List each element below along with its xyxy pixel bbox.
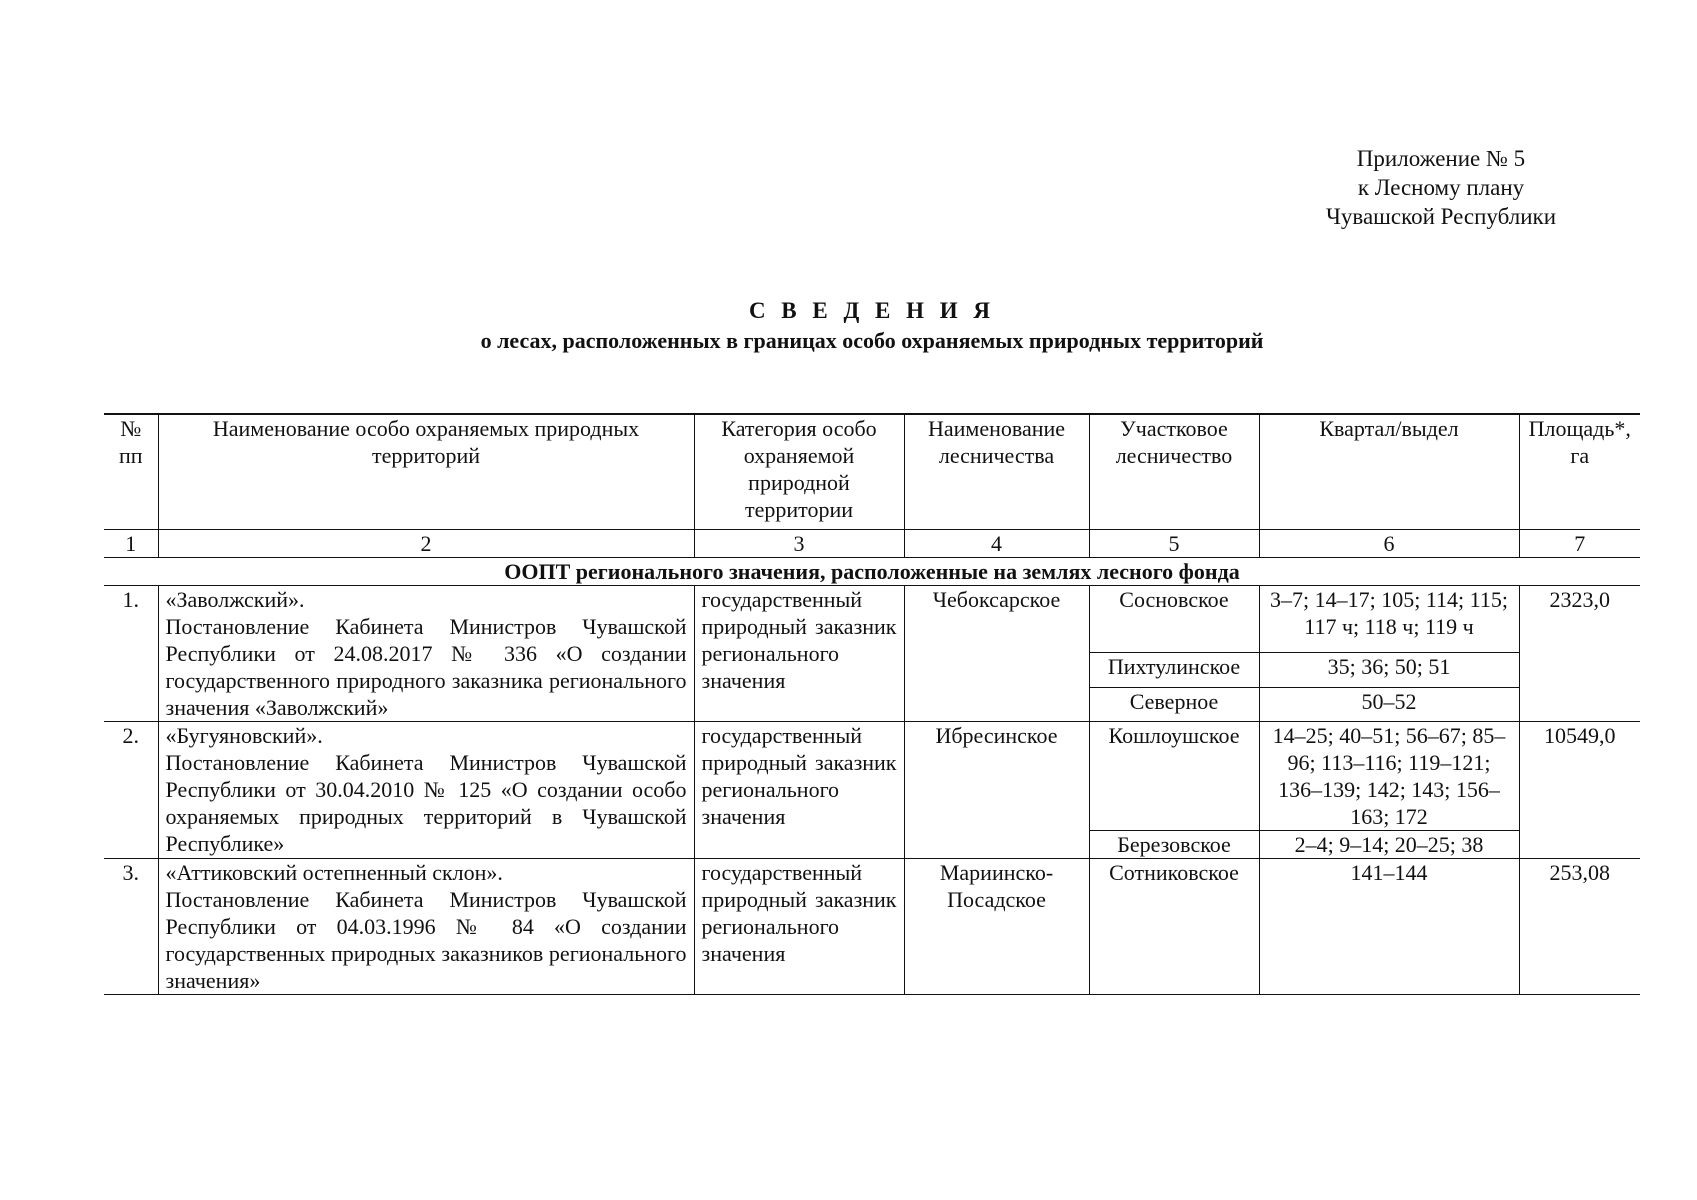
row-number: 1. (104, 586, 158, 722)
territory-decree: Постановление Кабинета Министров Чувашской Республики от 04.03.1996 № 84 «О создании государственных природных заказников регионального значения» (165, 887, 687, 993)
title-sub: о лесах, расположенных в границах особо охраняемых природных территорий (480, 328, 1264, 353)
area-cell: 2323,0 (1519, 586, 1640, 722)
column-number: 4 (904, 530, 1089, 558)
category-cell: государственный природный заказник регионального значения (694, 859, 904, 995)
district-cell: Сотниковское (1089, 859, 1259, 995)
table-row (104, 586, 1640, 653)
protected-territories-table (104, 413, 1640, 995)
header-cell: Категория особо охраняемой природной территории (694, 414, 904, 530)
blocks-cell: 50–52 (1259, 687, 1519, 721)
column-number: 1 (104, 530, 158, 558)
column-number: 2 (158, 530, 694, 558)
territory-name: «Заволжский». (165, 587, 305, 612)
appendix-note (1300, 144, 1582, 231)
column-number: 5 (1089, 530, 1259, 558)
header-cell: Площадь*, га (1519, 414, 1640, 530)
table-row (104, 859, 1640, 995)
territory-decree: Постановление Кабинета Министров Чувашской Республики от 30.04.2010 № 125 «О создании особо охраняемых природных территорий в Чувашской Республике» (165, 750, 687, 856)
district-cell: Кошлоушское (1089, 722, 1259, 831)
area-cell: 10549,0 (1519, 722, 1640, 859)
header-cell: Наименование особо охраняемых природных территорий (158, 414, 694, 530)
territory-name: «Бугуяновский». (165, 723, 323, 748)
district-cell: Северное (1089, 687, 1259, 721)
column-number: 3 (694, 530, 904, 558)
category-cell: государственный природный заказник регионального значения (694, 722, 904, 859)
forestry-cell: Ибресинское (904, 722, 1089, 859)
forestry-cell: Мариинско-Посадское (904, 859, 1089, 995)
area-cell: 253,08 (1519, 859, 1640, 995)
district-cell: Березовское (1089, 831, 1259, 859)
forestry-cell: Чебоксарское (904, 586, 1089, 722)
title-main: С В Е Д Е Н И Я (748, 298, 996, 323)
district-cell: Сосновское (1089, 586, 1259, 653)
document-title (104, 296, 1640, 356)
appendix-line: Приложение № 5 (1356, 146, 1526, 171)
blocks-cell: 14–25; 40–51; 56–67; 85–96; 113–116; 119–121; 136–139; 142; 143; 156–163; 172 (1259, 722, 1519, 831)
column-number: 7 (1519, 530, 1640, 558)
column-number: 6 (1259, 530, 1519, 558)
header-cell: Квартал/выдел (1259, 414, 1519, 530)
territory-cell (158, 586, 694, 722)
territory-cell (158, 722, 694, 859)
blocks-cell: 2–4; 9–14; 20–25; 38 (1259, 831, 1519, 859)
category-cell: государственный природный заказник регионального значения (694, 586, 904, 722)
header-cell: Участковое лесничество (1089, 414, 1259, 530)
table-row (104, 722, 1640, 831)
header-cell: Наименование лесничества (904, 414, 1089, 530)
appendix-line: Чувашской Республики (1325, 204, 1557, 229)
header-cell: № пп (104, 414, 158, 530)
blocks-cell: 3–7; 14–17; 105; 114; 115; 117 ч; 118 ч; 119 ч (1259, 586, 1519, 653)
territory-decree: Постановление Кабинета Министров Чувашской Республики от 24.08.2017 № 336 «О создании государственного природного заказника регионального значения «Заволжский» (165, 614, 687, 720)
territory-name: «Аттиковский остепненный склон». (165, 860, 503, 885)
territory-cell (158, 859, 694, 995)
section-heading: ООПТ регионального значения, расположенные на землях лесного фонда (104, 558, 1640, 586)
blocks-cell: 35; 36; 50; 51 (1259, 653, 1519, 687)
district-cell: Пихтулинское (1089, 653, 1259, 687)
appendix-line: к Лесному плану (1357, 175, 1525, 200)
row-number: 2. (104, 722, 158, 859)
row-number: 3. (104, 859, 158, 995)
blocks-cell: 141–144 (1259, 859, 1519, 995)
